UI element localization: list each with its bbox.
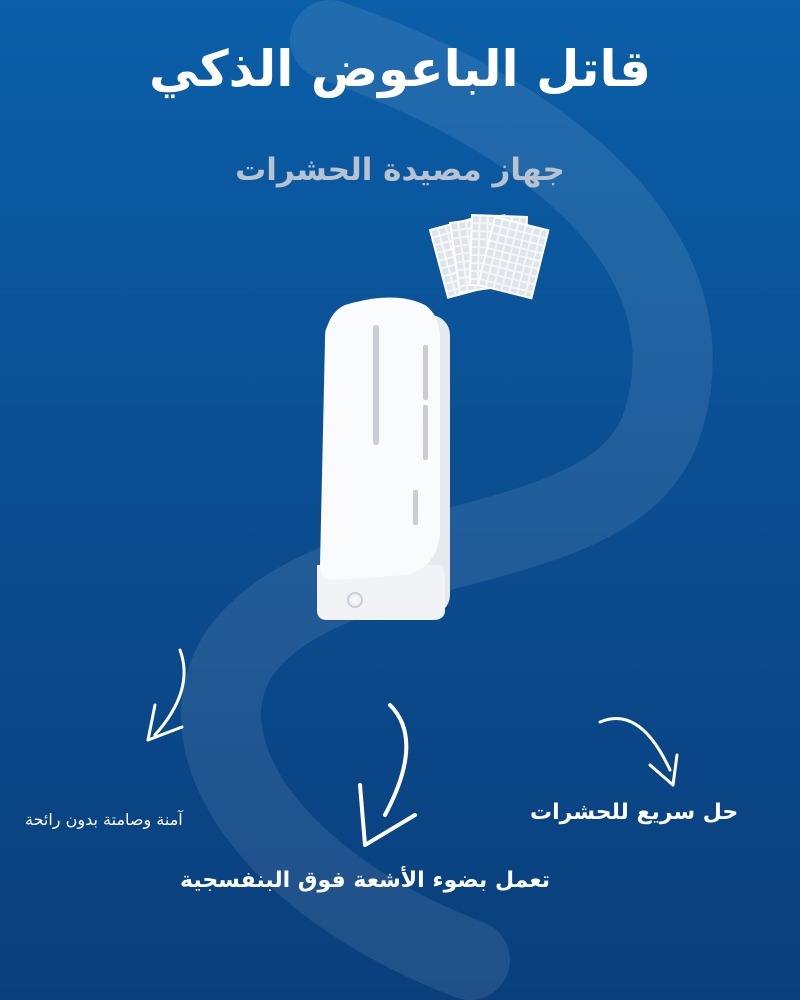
mosquito-trap-device (305, 295, 465, 635)
feature-uv-light: تعمل بضوء الأشعة فوق البنفسجية (180, 868, 551, 893)
feature-safe-silent: آمنة وصامتة بدون رائحة (25, 810, 183, 829)
arrow-icon (355, 700, 425, 850)
feature-fast-solution: حل سريع للحشرات (530, 800, 739, 825)
arrow-icon (595, 710, 685, 795)
page-subtitle: جهاز مصيدة الحشرات (235, 152, 565, 188)
page-title: قاتل الباعوض الذكي (148, 40, 652, 98)
arrow-icon (140, 645, 200, 745)
